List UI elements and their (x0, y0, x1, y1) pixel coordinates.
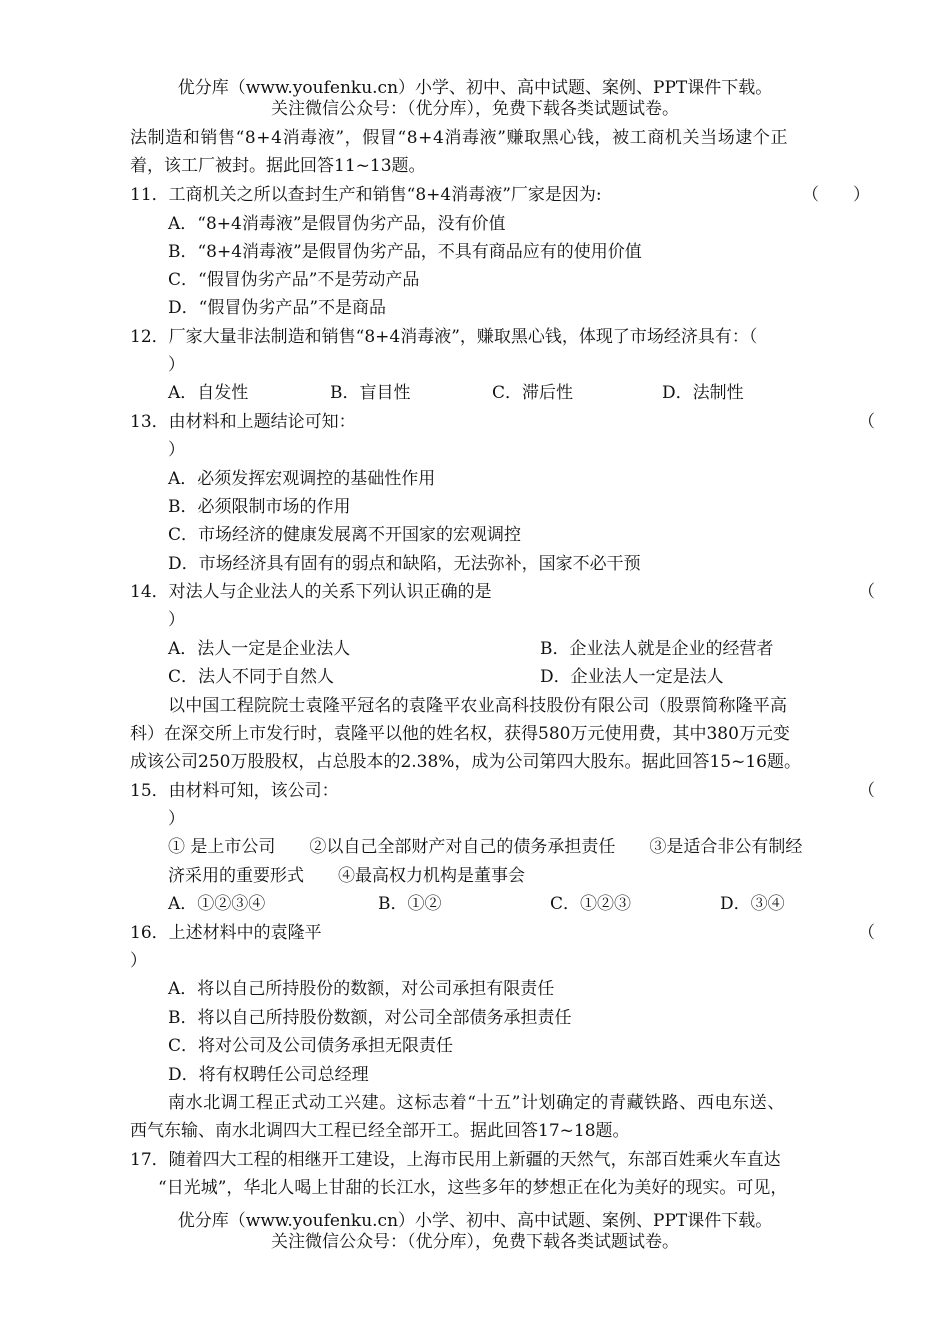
q15-paren-open: （ (858, 781, 875, 801)
q13-option-a: A．必须发挥宏观调控的基础性作用 (168, 469, 436, 489)
q14-paren-close: ） (168, 610, 185, 630)
passage1-line-1: 法制造和销售“8+4消毒液”，假冒“8+4消毒液”赚取黑心钱，被工商机关当场逮个正 (130, 128, 789, 148)
q15-option-a: A．①②③④ (168, 894, 266, 914)
q15-statements-line-1: ① 是上市公司 ②以自己全部财产对自己的债务承担责任 ③是适合非公有制经 (168, 837, 803, 857)
q12-option-d: D．法制性 (662, 383, 744, 403)
q12-stem: 12．厂家大量非法制造和销售“8+4消毒液”，赚取黑心钱，体现了市场经济具有：（ (130, 327, 758, 347)
passage2-line-3: 成该公司250万股股权，占总股本的2.38%，成为公司第四大股东。据此回答15~16题。 (130, 752, 801, 772)
q14-paren-open: （ (858, 582, 875, 602)
q15-option-b: B．①② (378, 894, 442, 914)
q11-option-d: D．“假冒伪劣产品”不是商品 (168, 298, 387, 318)
q16-paren-close: ） (130, 951, 147, 971)
q12-option-a: A．自发性 (168, 383, 249, 403)
q11-option-a: A．“8+4消毒液”是假冒伪劣产品，没有价值 (168, 214, 506, 234)
q17-stem-line-1: 17．随着四大工程的相继开工建设，上海市民用上新疆的天然气，东部百姓乘火车直达 (130, 1150, 781, 1170)
header-line-2: 关注微信公众号：（优分库），免费下载各类试题试卷。 (271, 99, 679, 119)
q13-option-d: D．市场经济具有固有的弱点和缺陷，无法弥补，国家不必干预 (168, 554, 641, 574)
footer-line-1: 优分库（www.youfenku.cn）小学、初中、高中试题、案例、PPT课件下载。 (177, 1211, 773, 1231)
q11-option-c: C．“假冒伪劣产品”不是劳动产品 (168, 270, 420, 290)
q11-stem: 11．工商机关之所以查封生产和销售“8+4消毒液”厂家是因为: (130, 185, 602, 205)
q13-option-c: C．市场经济的健康发展离不开国家的宏观调控 (168, 525, 522, 545)
q13-paren-open: （ (858, 412, 875, 432)
q12-option-b: B．盲目性 (330, 383, 411, 403)
q16-option-a: A．将以自己所持股份的数额，对公司承担有限责任 (168, 979, 555, 999)
q16-option-c: C．将对公司及公司债务承担无限责任 (168, 1036, 454, 1056)
q14-option-a: A．法人一定是企业法人 (168, 639, 351, 659)
q15-paren-close: ） (168, 809, 185, 829)
q12-option-c: C．滞后性 (492, 383, 574, 403)
passage1-line-2: 着，该工厂被封。据此回答11~13题。 (130, 156, 426, 176)
q11-option-b: B．“8+4消毒液”是假冒伪劣产品，不具有商品应有的使用价值 (168, 242, 642, 262)
q15-option-d: D．③④ (720, 894, 785, 914)
q15-option-c: C．①②③ (550, 894, 632, 914)
q17-stem-line-2: “日光城”，华北人喝上甘甜的长江水，这些多年的梦想正在化为美好的现实。可见， (158, 1178, 788, 1198)
passage2-line-1: 以中国工程院院士袁隆平冠名的袁隆平农业高科技股份有限公司（股票简称隆平高 (168, 696, 788, 716)
q12-paren-close: ） (168, 355, 185, 375)
q15-stem: 15．由材料可知，该公司： (130, 781, 339, 801)
q14-option-c: C．法人不同于自然人 (168, 667, 335, 687)
q15-statements-line-2: 济采用的重要形式 ④最高权力机构是董事会 (168, 866, 525, 886)
q14-option-b: B．企业法人就是企业的经营者 (540, 639, 774, 659)
q13-option-b: B．必须限制市场的作用 (168, 497, 351, 517)
footer-line-2: 关注微信公众号：（优分库），免费下载各类试题试卷。 (271, 1232, 679, 1252)
passage3-line-1: 南水北调工程正式动工兴建。这标志着“十五”计划确定的青藏铁路、西电东送、 (168, 1093, 785, 1113)
q14-option-d: D．企业法人一定是法人 (540, 667, 724, 687)
q13-stem: 13．由材料和上题结论可知： (130, 412, 356, 432)
passage2-line-2: 科）在深交所上市发行时，袁隆平以他的姓名权，获得580万元使用费，其中380万元变 (130, 724, 790, 744)
q16-stem: 16．上述材料中的袁隆平 (130, 923, 322, 943)
q14-stem: 14．对法人与企业法人的关系下列认识正确的是 (130, 582, 492, 602)
q13-paren-close: ） (168, 440, 185, 460)
q11-answer-paren: （ ） (802, 185, 870, 205)
q16-option-d: D．将有权聘任公司总经理 (168, 1065, 369, 1085)
passage3-line-2: 西气东输、南水北调四大工程已经全部开工。据此回答17~18题。 (130, 1121, 630, 1141)
q16-option-b: B．将以自己所持股份数额，对公司全部债务承担责任 (168, 1008, 572, 1028)
header-line-1: 优分库（www.youfenku.cn）小学、初中、高中试题、案例、PPT课件下载。 (177, 78, 773, 98)
q16-paren-open: （ (858, 923, 875, 943)
